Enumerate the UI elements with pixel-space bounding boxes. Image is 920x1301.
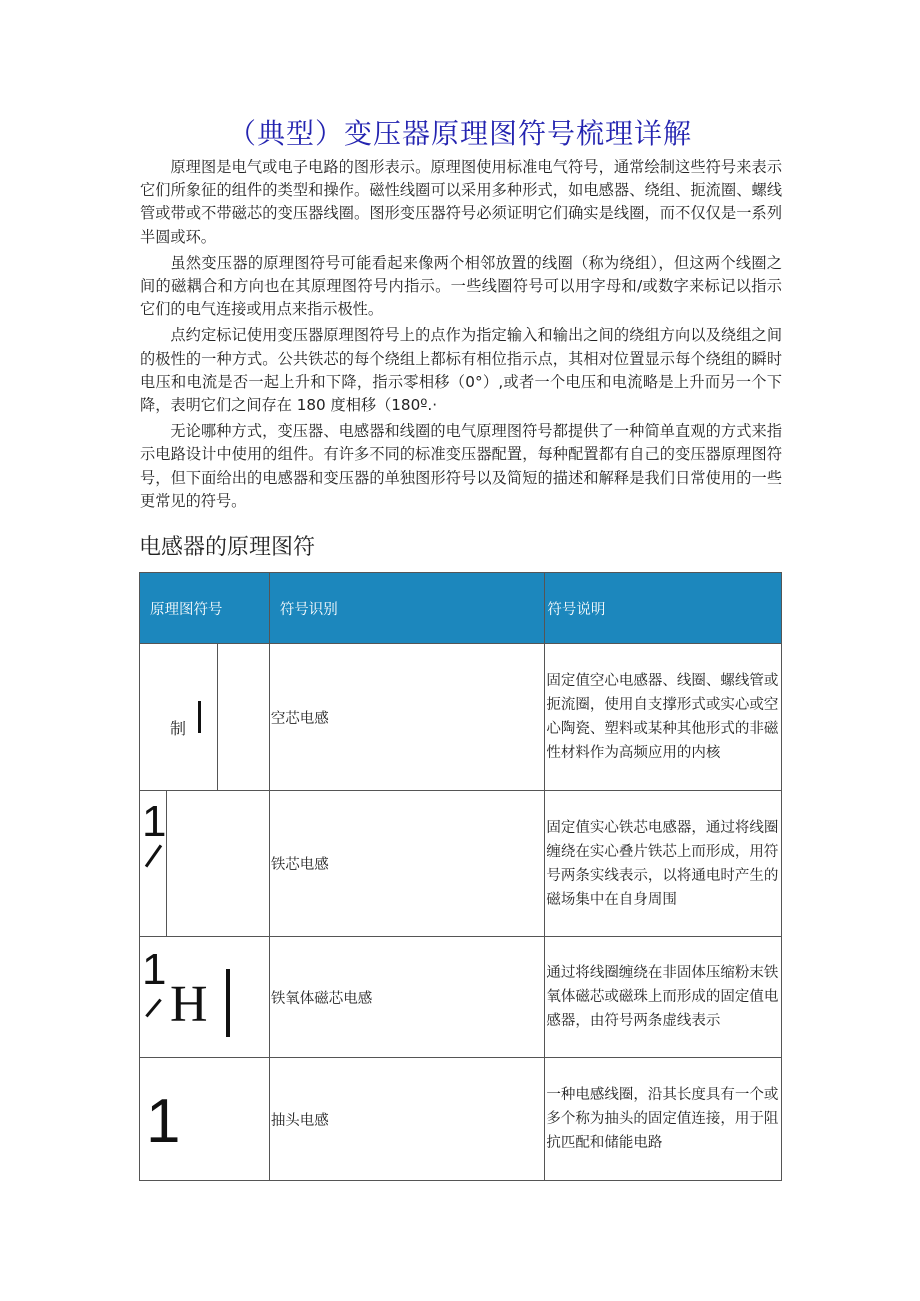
table-row [140,791,782,937]
inductor-symbol-table [139,572,782,1181]
table-row [140,644,782,791]
document-title: （典型）变压器原理图符号梳理详解 [227,117,692,150]
symbol-cell [140,644,270,791]
symbol-cell [140,937,270,1058]
table-row [140,937,782,1058]
paragraph: 虽然变压器的原理图符号可能看起来像两个相邻放置的线圈（称为绕组），但这两个线圈之间的磁耦合和方向也在其原理图符号内指示。一些线圈符号可以用字母和/或数字来标记以指示它们的电气连接或用点来指示极性。 [140,253,782,319]
symbol-description: 一种电感线圈，沿其长度具有一个或多个称为抽头的固定值连接，用于阻抗匹配和储能电路 [545,1058,782,1181]
paragraph: 点约定标记使用变压器原理图符号上的点作为指定输入和输出之间的绕组方向以及绕组之间的极性的一种方式。公共铁芯的每个绕组上都标有相位指示点，其相对位置显示每个绕组的瞬时电压和电流是否一起上升和下降，指示零相移（0°）,或者一个电压和电流略是上升而另一个下降，表明它们之间存在 180 度相移（180º.· [140,326,782,415]
iron-core-inductor-symbol: 1 [142,797,167,846]
symbol-description: 固定值空心电感器、线圈、螺线管或扼流圈，使用自支撑形式或实心或空心陶瓷、塑料或某种其他形式的非磁性材料作为高频应用的内核 [545,644,782,791]
symbol-description: 通过将线圈缠绕在非固体压缩粉末铁氧体磁芯或磁珠上而形成的固定值电感器，由符号两条虚线表示 [545,937,782,1058]
symbol-name: 空芯电感 [269,644,545,791]
header-name: 符号识别 [269,573,545,644]
tapped-inductor-symbol: 1 [146,1087,181,1156]
header-description: 符号说明 [545,573,782,644]
symbol-cell [140,1058,270,1181]
symbol-name: 铁芯电感 [269,791,545,937]
document-body [140,156,782,516]
header-symbol: 原理图符号 [140,573,270,644]
symbol-cell [140,791,270,937]
table-header-row [140,573,782,644]
paragraph: 无论哪种方式，变压器、电感器和线圈的电气原理图符号都提供了一种简单直观的方式来指示电路设计中使用的组件。有许多不同的标准变压器配置，每种配置都有自己的变压器原理图符号，但下面给出的电感器和变压器的单独图形符号以及简短的描述和解释是我们日常使用的一些更常见的符号。 [140,422,782,510]
ferrite-core-inductor-symbol: 1 [142,945,167,994]
air-core-inductor-symbol: 制 [170,719,187,738]
table-row [140,1058,782,1181]
paragraph: 原理图是电气或电子电路的图形表示。原理图使用标准电气符号，通常绘制这些符号来表示它们所象征的组件的类型和操作。磁性线圈可以采用多种形式，如电感器、绕组、扼流圈、螺线管或带或不带磁芯的变压器线圈。图形变压器符号必须证明它们确实是线圈，而不仅仅是一系列半圆或环。 [140,158,782,246]
section-heading: 电感器的原理图符 [139,535,316,560]
symbol-name: 抽头电感 [269,1058,545,1181]
symbol-description: 固定值实心铁芯电感器，通过将线圈缠绕在实心叠片铁芯上而形成，用符号两条实线表示，以将通电时产生的磁场集中在自身周围 [545,791,782,937]
ferrite-core-letter: H [170,976,208,1033]
symbol-name: 铁氧体磁芯电感 [269,937,545,1058]
